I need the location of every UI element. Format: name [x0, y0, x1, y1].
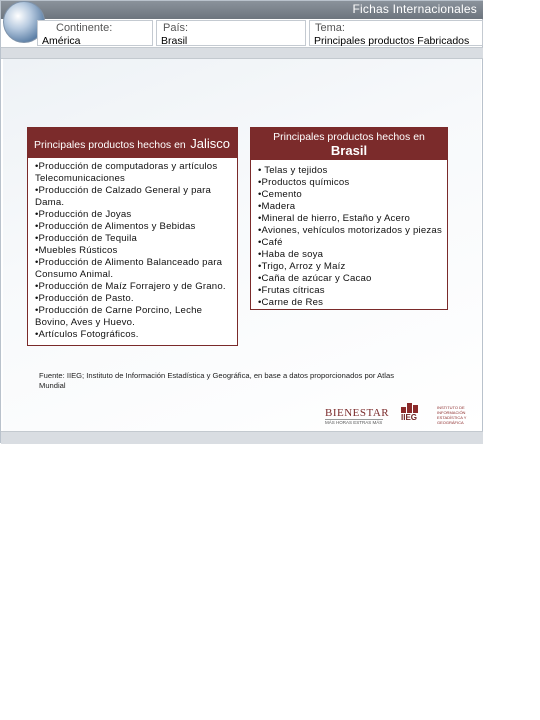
- header-divider-band: [1, 47, 483, 59]
- list-item: •Mineral de hierro, Estaño y Acero: [258, 213, 411, 224]
- jalisco-title-place: Jalisco: [190, 136, 230, 151]
- continent-value: América: [42, 35, 81, 47]
- list-item: •Producción de Joyas: [35, 209, 132, 220]
- topic-label: Tema:: [315, 22, 345, 34]
- list-item: •Aviones, vehículos motorizados y piezas: [258, 225, 442, 236]
- jalisco-product-list: [28, 158, 237, 341]
- list-item: •Producción de computadoras y artículos Telecomunicaciones: [35, 161, 218, 184]
- list-item: •Producción de Calzado General y para Dama.: [35, 185, 212, 208]
- list-item: • Telas y tejidos: [258, 165, 328, 176]
- list-item: •Frutas cítricas: [258, 285, 325, 296]
- brasil-title-place: Brasil: [330, 143, 368, 158]
- topic-field: [309, 20, 483, 46]
- country-value: Brasil: [161, 35, 188, 47]
- list-item: •Producción de Alimentos y Bebidas: [35, 221, 196, 232]
- brasil-product-list: [251, 160, 447, 309]
- list-item: •Producción de Alimento Balanceado para Consumo Animal.: [35, 257, 223, 280]
- list-item: •Caña de azúcar y Cacao: [258, 273, 372, 284]
- bienestar-logo: [325, 407, 390, 425]
- list-item: •Producción de Maíz Forrajero y de Grano.: [35, 281, 226, 292]
- source-note: Fuente: IIEG; Instituto de Información Estadística y Geográfica, en base a datos proporcionados por Atlas Mundial: [39, 371, 394, 390]
- brasil-title-prefix: Principales productos hechos en: [273, 131, 425, 143]
- country-label: País:: [163, 22, 189, 34]
- list-item: •Cemento: [258, 189, 302, 200]
- list-item: •Producción de Carne Porcino, Leche Bovino, Aves y Huevo.: [35, 305, 203, 328]
- brasil-panel: [250, 127, 448, 310]
- bienestar-logo-tagline: MÁS HORAS ESTRAS MÁS: [325, 420, 383, 425]
- bienestar-logo-word: BIENESTAR: [325, 407, 390, 419]
- iieg-logo-word: IIEG: [401, 413, 418, 422]
- topic-value: Principales productos Fabricados: [314, 35, 470, 47]
- list-item: •Producción de Tequila: [35, 233, 137, 244]
- title-bar: [1, 1, 483, 19]
- app-title: Fichas Internacionales: [352, 2, 477, 16]
- list-item: •Haba de soya: [258, 249, 324, 260]
- jalisco-panel-header: [28, 128, 237, 158]
- jalisco-panel: [27, 127, 238, 346]
- list-item: •Café: [258, 237, 283, 248]
- country-field: [156, 20, 306, 46]
- list-item: •Muebles Rústicos: [35, 245, 118, 256]
- continent-field: [37, 20, 153, 46]
- continent-label: Continente:: [56, 22, 113, 34]
- list-item: •Madera: [258, 201, 296, 212]
- brasil-panel-header: [251, 128, 447, 160]
- list-item: •Trigo, Arroz y Maíz: [258, 261, 346, 272]
- list-item: •Artículos Fotográficos.: [35, 329, 139, 340]
- list-item: •Productos químicos: [258, 177, 350, 188]
- iieg-logo: [401, 403, 427, 425]
- list-item: •Producción de Pasto.: [35, 293, 134, 304]
- jalisco-title-prefix: Principales productos hechos en: [34, 139, 186, 151]
- iieg-logo-mark: [401, 403, 427, 413]
- iieg-logo-fineprint: INSTITUTO DE INFORMACIÓN ESTADÍSTICA Y GEOGRÁFICA: [437, 405, 467, 425]
- footer-band: [1, 431, 483, 444]
- list-item: •Carne de Res: [258, 297, 324, 308]
